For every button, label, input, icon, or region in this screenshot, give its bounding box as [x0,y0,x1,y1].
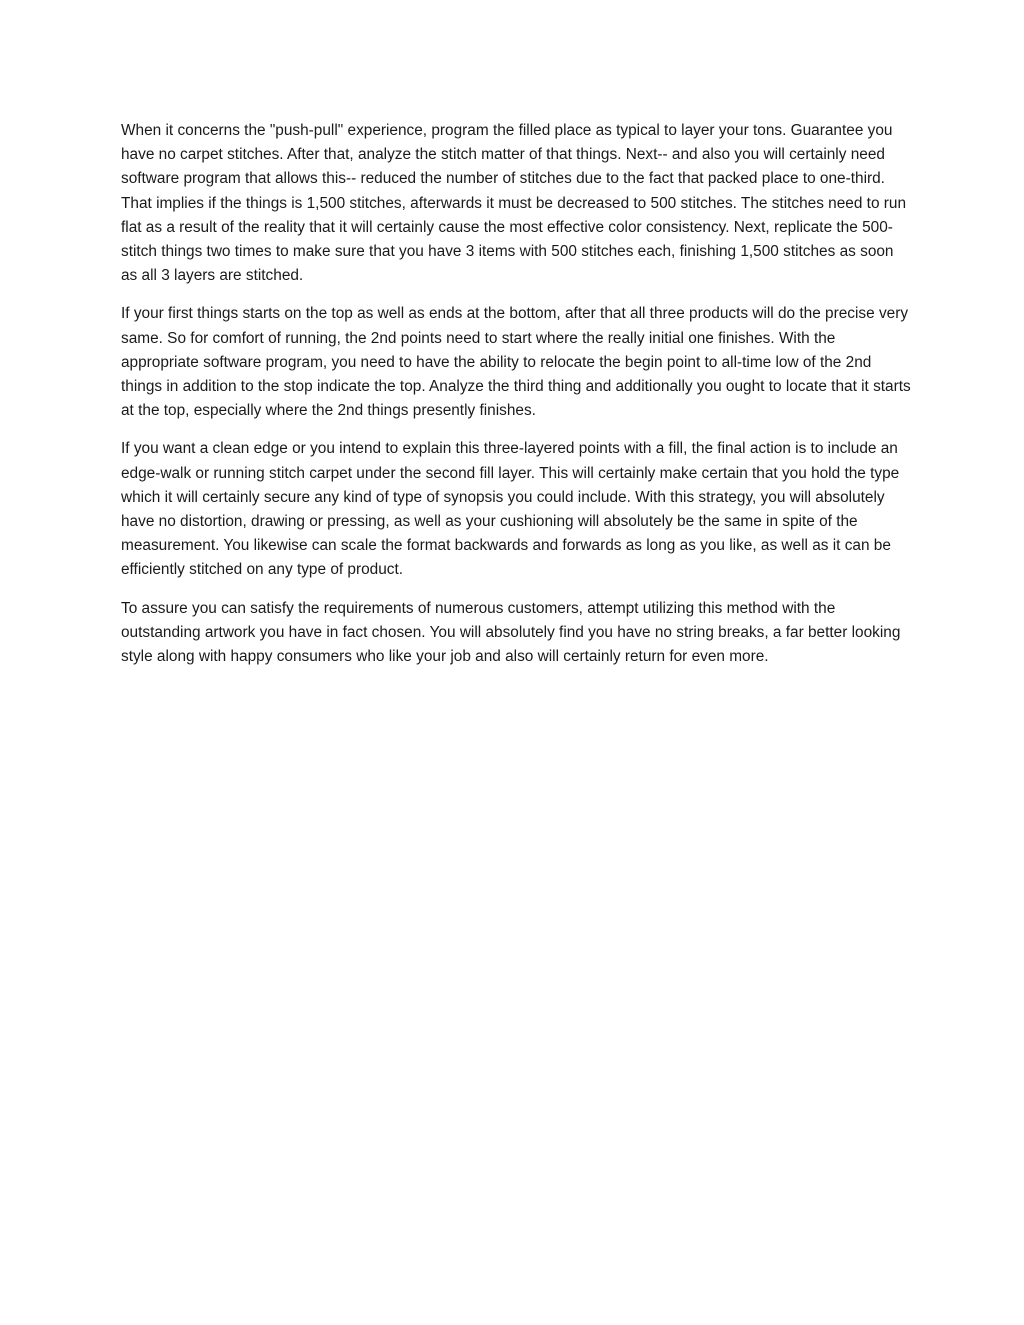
paragraph-4: To assure you can satisfy the requirements of numerous customers, attempt utilizing this method with the outstanding artwork you have in fact chosen. You will absolutely find you have no string breaks, a far better looking style along with happy consumers who like your job and also will certainly return for even more. [121,599,901,666]
paragraph-3: If you want a clean edge or you intend to explain this three-layered points with a fill, the final action is to include an edge-walk or running stitch carpet under the second fill layer. This will certainly make certain that you hold the type which it will certainly secure any kind of type of synopsis you could include. With this strategy, you will absolutely have no distortion, drawing or pressing, as well as your cushioning will absolutely be the same in spite of the measurement. You likewise can scale the format backwards and forwards as long as you like, as well as it can be efficiently stitched on any type of product. [121,440,900,579]
paragraph-1: When it concerns the "push-pull" experience, program the filled place as typical to layer your tons. Guarantee you have no carpet stitches. After that, analyze the stitch matter of that things. Next-- and also you will certainly need software program that allows this-- reduced the number of stitches due to the fact that packed place to one-third. That implies if the things is 1,500 stitches, afterwards it must be decreased to 500 stitches. The stitches need to run flat as a result of the reality that it will certainly cause the most effective color consistency. Next, replicate the 500-stitch things two times to make sure that you have 3 items with 500 stitches each, finishing 1,500 stitches as soon as all 3 layers are stitched. [121,122,907,285]
document-body [121,119,911,683]
paragraph-2: If your first things starts on the top as well as ends at the bottom, after that all three products will do the precise very same. So for comfort of running, the 2nd points need to start where the really initial one finishes. With the appropriate software program, you need to have the ability to relocate the begin point to all-time low of the 2nd things in addition to the stop indicate the top. Analyze the third thing and additionally you ought to locate that it starts at the top, especially where the 2nd things presently finishes. [121,305,911,420]
